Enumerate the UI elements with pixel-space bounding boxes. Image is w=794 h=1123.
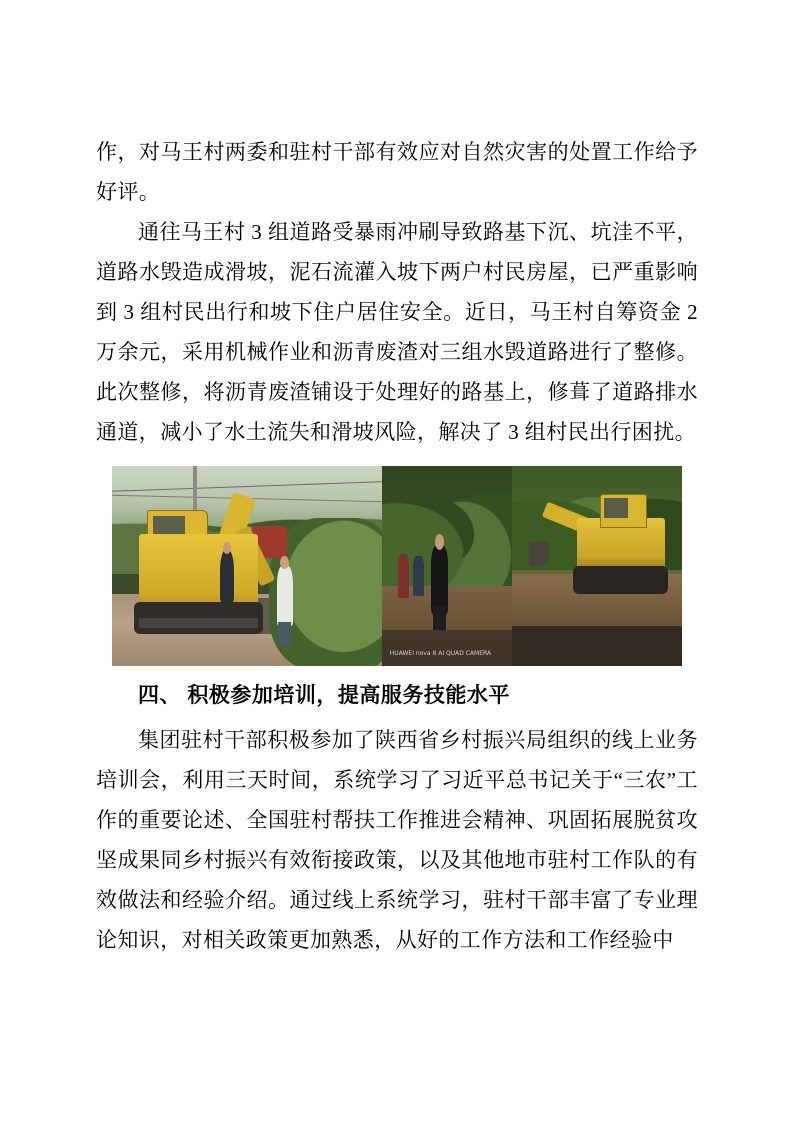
photo-excavator-earth xyxy=(512,466,682,666)
photo-excavator-road xyxy=(112,466,382,666)
photo3-excavator-track xyxy=(573,566,668,594)
photo2-person-back-right xyxy=(413,556,423,596)
photo1-person-right-legs xyxy=(278,622,290,646)
photo3-dark-earth xyxy=(512,626,682,666)
camera-watermark: HUAWEI nova 8 AI QUAD CAMERA xyxy=(389,650,492,657)
figure-photo-strip xyxy=(96,466,698,666)
photo3-excavator-bucket xyxy=(529,542,549,566)
photo2-man-legs xyxy=(433,606,446,630)
paragraph-training: 集团驻村干部积极参加了陕西省乡村振兴局组织的线上业务培训会，利用三天时间，系统学习了习近平总书记关于“三农”工作的重要论述、全国驻村帮扶工作推进会精神、巩固拓展脱贫攻坚成果同乡村振兴有效衔接政策，以及其他地市驻村工作队的有效做法和经验介绍。通过线上系统学习，驻村干部丰富了专业理论知识，对相关政策更加熟悉，从好的工作方法和工作经验中 xyxy=(96,728,698,952)
photo1-person-left-head xyxy=(223,542,231,554)
section-heading-four: 四、 积极参加培训，提高服务技能水平 xyxy=(138,684,510,707)
photo1-track-highlight xyxy=(139,618,258,628)
photo-villagers-slope xyxy=(382,466,512,666)
paragraph-road-repair: 通往马王村 3 组道路受暴雨冲刷导致路基下沉、坑洼不平，道路水毁造成滑坡，泥石流灌入坡下两户村民房屋，已严重影响到 3 组村民出行和坡下住户居住安全。近日，马王村自筹资金 2 万余元，采用机械作业和沥青废渣对三组水毁道路进行了整修。此次整修，将沥青废渣铺设于处理好的路基上，修葺了道路排水通道，减小了水土流失和滑坡风险，解决了 3 组村民出行困扰。 xyxy=(96,220,698,444)
photo1-person-right xyxy=(277,566,293,626)
photo2-dark-earth xyxy=(382,630,512,666)
paragraph-continuation: 作，对马王村两委和驻村干部有效应对自然灾害的处置工作给予好评。 xyxy=(96,140,698,204)
photo2-person-back-left xyxy=(398,554,410,598)
photo1-person-left xyxy=(220,550,234,602)
photo1-person-right-head xyxy=(280,556,289,569)
photo2-man-standing xyxy=(431,546,448,614)
photo-strip xyxy=(112,466,682,666)
photo3-excavator-window xyxy=(604,498,628,518)
